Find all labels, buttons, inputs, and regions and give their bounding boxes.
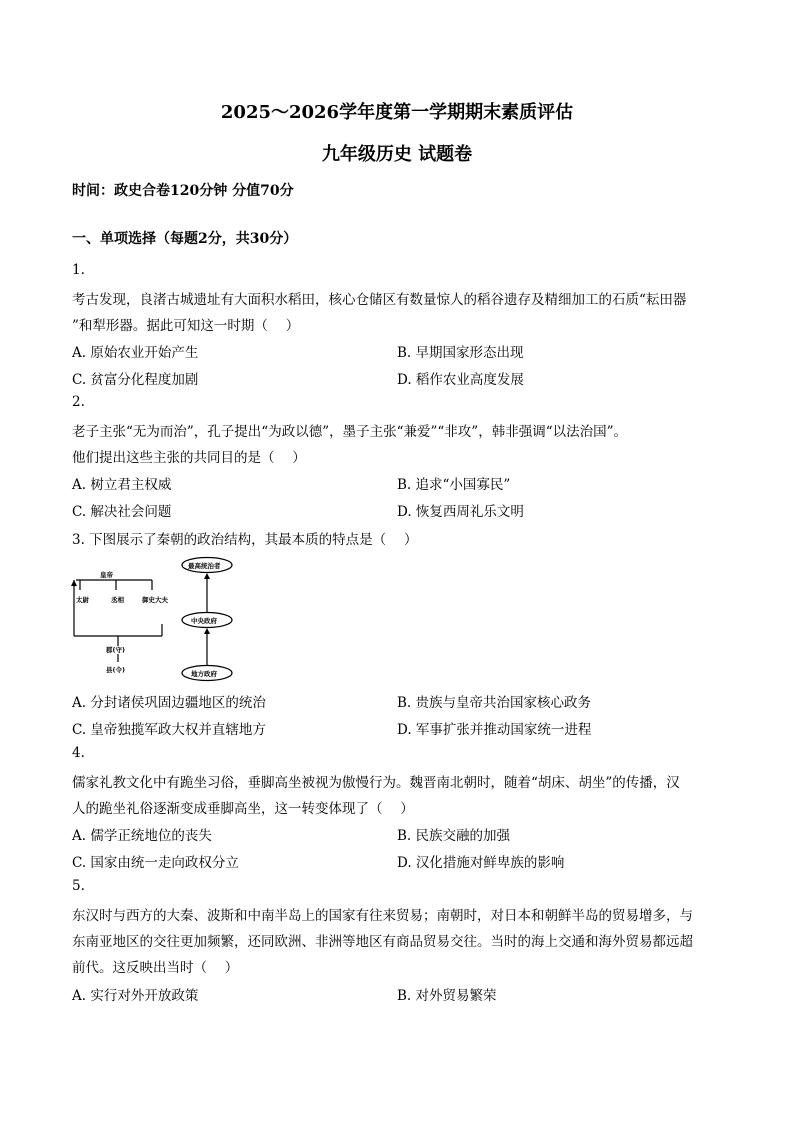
option-b: B. 民族交融的加强 <box>397 828 511 844</box>
option-b: B. 对外贸易繁荣 <box>397 988 497 1004</box>
question-stem-line: 前代。这反映出当时（ ） <box>72 960 239 976</box>
question-stem-line: 3. 下图展示了秦朝的政治结构，其最本质的特点是（ ） <box>72 532 418 548</box>
question-number: 4. <box>72 745 85 761</box>
question-number: 2. <box>72 394 85 410</box>
option-d: D. 汉化措施对鲜卑族的影响 <box>397 855 565 871</box>
option-d: D. 稻作农业高度发展 <box>397 372 524 388</box>
option-c: C. 国家由统一走向政权分立 <box>72 855 239 871</box>
question-number: 5. <box>72 878 85 894</box>
diagram-middle: 中央政府 <box>191 617 217 625</box>
exam-info: 时间：政史合卷120分钟 分值70分 <box>72 183 294 199</box>
exam-subtitle: 九年级历史 试题卷 <box>321 144 473 165</box>
option-d: D. 恢复西周礼乐文明 <box>397 504 524 520</box>
option-a: A. 实行对外开放政策 <box>72 988 199 1004</box>
question-stem-line: 东汉时与西方的大秦、波斯和中南半岛上的国家有往来贸易；南朝时，对日本和朝鲜半岛的贸易增多，与 <box>72 908 693 924</box>
option-b: B. 贵族与皇帝共治国家核心政务 <box>397 695 592 711</box>
qin-structure-diagram <box>70 556 260 684</box>
diagram-jun: 郡(守) <box>106 646 125 654</box>
option-d: D. 军事扩张并推动国家统一进程 <box>397 722 592 738</box>
diagram-official-yushi: 御史大夫 <box>142 596 168 604</box>
diagram-top: 最高统治者 <box>188 562 221 570</box>
diagram-official-taiwei: 太尉 <box>76 596 89 604</box>
option-c: C. 皇帝独揽军政大权并直辖地方 <box>72 722 266 738</box>
question-stem-line: ”和犁形器。据此可知这一时期（ ） <box>72 318 300 334</box>
section-title: 一、单项选择（每题2分，共30分） <box>72 231 298 247</box>
diagram-emperor: 皇帝 <box>100 571 113 579</box>
option-b: B. 早期国家形态出现 <box>397 345 524 361</box>
option-b: B. 追求“小国寡民” <box>397 477 511 493</box>
question-stem-line: 人的跪坐礼俗逐渐变成垂脚高坐，这一转变体现了（ ） <box>72 801 414 817</box>
question-stem-line: 老子主张“无为而治”，孔子提出“为政以德”，墨子主张“兼爱”“非攻”，韩非强调“以法治国”。 <box>72 424 628 440</box>
question-number: 1. <box>72 262 85 278</box>
question-stem-line: 儒家礼教文化中有跪坐习俗，垂脚高坐被视为傲慢行为。魏晋南北朝时，随着“胡床、胡坐”的传播，汉 <box>72 775 680 791</box>
option-a: A. 儒学正统地位的丧失 <box>72 828 212 844</box>
diagram-official-chengxiang: 丞相 <box>111 596 124 604</box>
question-stem-line: 东南亚地区的交往更加频繁，还同欧洲、非洲等地区有商品贸易交往。当时的海上交通和海外贸易都远超 <box>72 934 693 950</box>
option-a: A. 原始农业开始产生 <box>72 345 199 361</box>
diagram-bottom: 地方政府 <box>191 670 217 678</box>
option-a: A. 分封诸侯巩固边疆地区的统治 <box>72 695 266 711</box>
option-c: C. 贫富分化程度加剧 <box>72 372 199 388</box>
diagram-xian: 县(令) <box>106 666 125 674</box>
option-a: A. 树立君主权威 <box>72 477 172 493</box>
option-c: C. 解决社会问题 <box>72 504 172 520</box>
question-stem-line: 他们提出这些主张的共同目的是（ ） <box>72 450 306 466</box>
exam-title: 2025～2026学年度第一学期期末素质评估 <box>220 102 574 123</box>
question-stem-line: 考古发现，良渚古城遗址有大面积水稻田，核心仓储区有数量惊人的稻谷遗存及精细加工的石质“耘田器 <box>72 292 687 308</box>
